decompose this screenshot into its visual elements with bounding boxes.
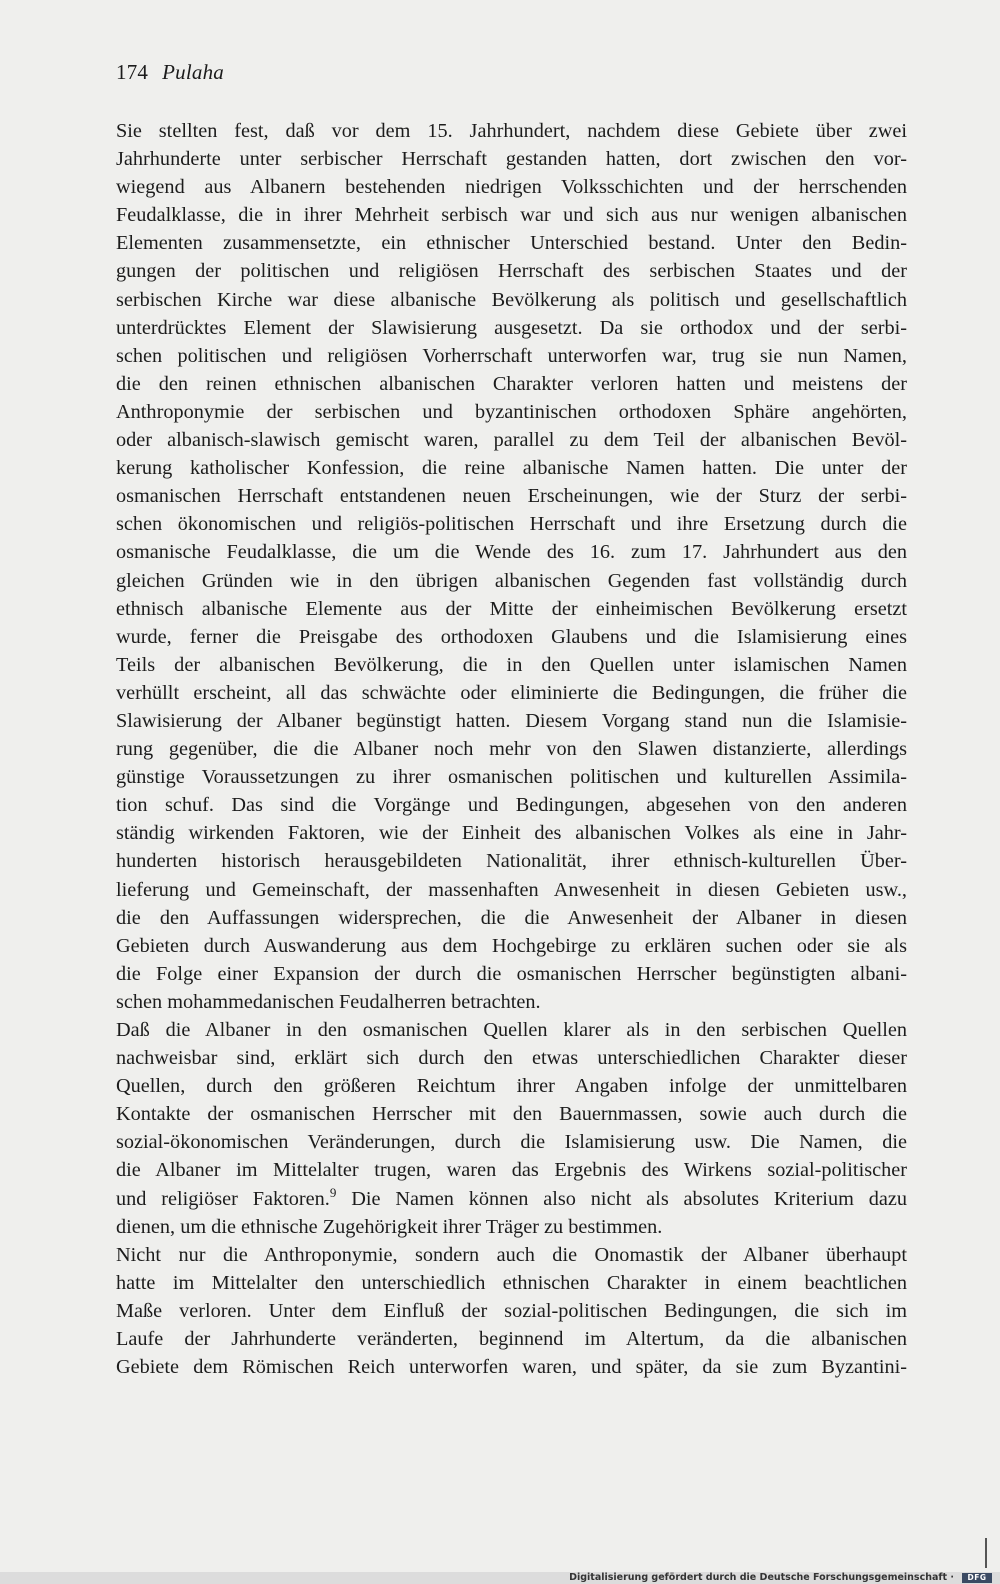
footnote-marker[interactable]: 9 (329, 1184, 337, 1200)
text-line: hunderten historisch herausgebildeten Nationalität, ihrer ethnisch-kulturellen Über- (116, 850, 907, 873)
text-line: Kontakte der osmanischen Herrscher mit den Bauernmassen, sowie auch durch die (116, 1103, 907, 1126)
text-line: Gebieten durch Auswanderung aus dem Hochgebirge zu erklären suchen oder sie als (116, 934, 907, 957)
text-line: unterdrücktes Element der Slawisierung ausgesetzt. Da sie orthodox und der serbi- (116, 316, 907, 339)
running-title: Pulaha (162, 60, 224, 84)
text-line: die Folge einer Expansion der durch die osmanischen Herrscher begünstigten albani- (116, 962, 907, 985)
text-line: wurde, ferner die Preisgabe des orthodoxen Glaubens und die Islamisierung eines (116, 625, 907, 648)
text-line: Nicht nur die Anthroponymie, sondern auch die Onomastik der Albaner überhaupt (116, 1243, 907, 1266)
text-line: hatte im Mittelalter den unterschiedlich ethnischen Charakter in einem beachtlichen (116, 1271, 907, 1294)
text-line: ständig wirkenden Faktoren, wie der Einheit des albanischen Volkes als eine in Jahr- (116, 822, 907, 845)
text-line: Daß die Albaner in den osmanischen Quellen klarer als in den serbischen Quellen (116, 1019, 907, 1041)
text-segment: und religiöser Faktoren. (116, 1187, 330, 1210)
text-line: sozial-ökonomischen Veränderungen, durch die Islamisierung usw. Die Namen, die (116, 1131, 907, 1154)
digitization-note: Digitalisierung gefördert durch die Deutsche Forschungsgemeinschaft · (569, 1572, 954, 1583)
text-line: Maße verloren. Unter dem Einfluß der sozial-politischen Bedingungen, die sich im (116, 1299, 907, 1322)
scan-edge-mark (985, 1538, 987, 1568)
paragraph-end-line: dienen, um die ethnische Zugehörigkeit ihrer Träger zu bestimmen. (116, 1215, 663, 1238)
text-line: Gebiete dem Römischen Reich unterworfen waren, und später, da sie zum Byzantini- (116, 1356, 907, 1379)
page-number: 174 (116, 60, 149, 84)
text-line: gungen der politischen und religiösen Herrschaft des serbischen Staates und der (116, 260, 907, 283)
text-line: rung gegenüber, die die Albaner noch mehr von den Slawen distanzierte, allerdings (116, 738, 907, 761)
paragraph-end-line: schen mohammedanischen Feudalherren betrachten. (116, 990, 541, 1013)
text-line: osmanischen Herrschaft entstandenen neuen Erscheinungen, wie der Sturz der serbi- (116, 485, 907, 508)
text-line: lieferung und Gemeinschaft, der massenhaften Anwesenheit in diesen Gebieten usw., (116, 878, 907, 901)
text-line: ethnisch albanische Elemente aus der Mitte der einheimischen Bevölkerung ersetzt (116, 597, 907, 620)
text-line: günstige Voraussetzungen zu ihrer osmanischen politischen und kulturellen Assimila- (116, 766, 907, 789)
text-line: kerung katholischer Konfession, die reine albanische Namen hatten. Die unter der (116, 457, 907, 480)
text-line: schen politischen und religiösen Vorherrschaft unterworfen war, trug sie nun Namen, (116, 344, 907, 367)
text-line: verhüllt erscheint, all das schwächte oder eliminierte die Bedingungen, die früher die (116, 681, 907, 704)
text-line: die Albaner im Mittelalter trugen, waren das Ergebnis des Wirkens sozial-politischer (116, 1159, 907, 1182)
text-line: Teils der albanischen Bevölkerung, die in den Quellen unter islamischen Namen (116, 653, 907, 676)
text-segment: Die Namen können also nicht als absolutes Kriterium dazu (336, 1187, 907, 1210)
text-line: serbischen Kirche war diese albanische Bevölkerung als politisch und gesellschaftlich (116, 288, 907, 311)
text-line: tion schuf. Das sind die Vorgänge und Bedingungen, abgesehen von den anderen (116, 794, 907, 817)
text-line: Sie stellten fest, daß vor dem 15. Jahrhundert, nachdem diese Gebiete über zwei (116, 120, 907, 142)
text-line: nachweisbar sind, erklärt sich durch den etwas unterschiedlichen Charakter dieser (116, 1047, 907, 1070)
page-header (116, 60, 224, 85)
text-line: die den reinen ethnischen albanischen Charakter verloren hatten und meistens der (116, 372, 907, 395)
text-line: osmanische Feudalklasse, die um die Wende des 16. zum 17. Jahrhundert aus den (116, 541, 907, 564)
text-line: schen ökonomischen und religiös-politischen Herrschaft und ihre Ersetzung durch die (116, 513, 907, 536)
text-line: wiegend aus Albanern bestehenden niedrigen Volksschichten und der herrschenden (116, 176, 907, 199)
text-line: oder albanisch-slawisch gemischt waren, parallel zu dem Teil der albanischen Bevöl- (116, 429, 907, 452)
text-line: Slawisierung der Albaner begünstigt hatten. Diesem Vorgang stand nun die Islamisie- (116, 709, 907, 732)
dfg-logo: DFG (962, 1573, 992, 1583)
text-line: gleichen Gründen wie in den übrigen albanischen Gegenden fast vollständig durch (116, 569, 907, 592)
text-line: Anthroponymie der serbischen und byzantinischen orthodoxen Sphäre angehörten, (116, 400, 907, 423)
body-text (116, 117, 907, 1381)
text-line: Quellen, durch den größeren Reichtum ihrer Angaben infolge der unmittelbaren (116, 1075, 907, 1098)
text-line: die den Auffassungen widersprechen, die die Anwesenheit der Albaner in diesen (116, 906, 907, 929)
text-line: Jahrhunderte unter serbischer Herrschaft gestanden hatten, dort zwischen den vor- (116, 148, 907, 171)
text-line: Laufe der Jahrhunderte veränderten, beginnend im Altertum, da die albanischen (116, 1328, 907, 1351)
text-line: Elementen zusammensetzte, ein ethnischer Unterschied bestand. Unter den Bedin- (116, 232, 907, 255)
text-line-with-footnote (116, 1185, 907, 1213)
text-line: Feudalklasse, die in ihrer Mehrheit serbisch war und sich aus nur wenigen albanischen (116, 204, 907, 227)
